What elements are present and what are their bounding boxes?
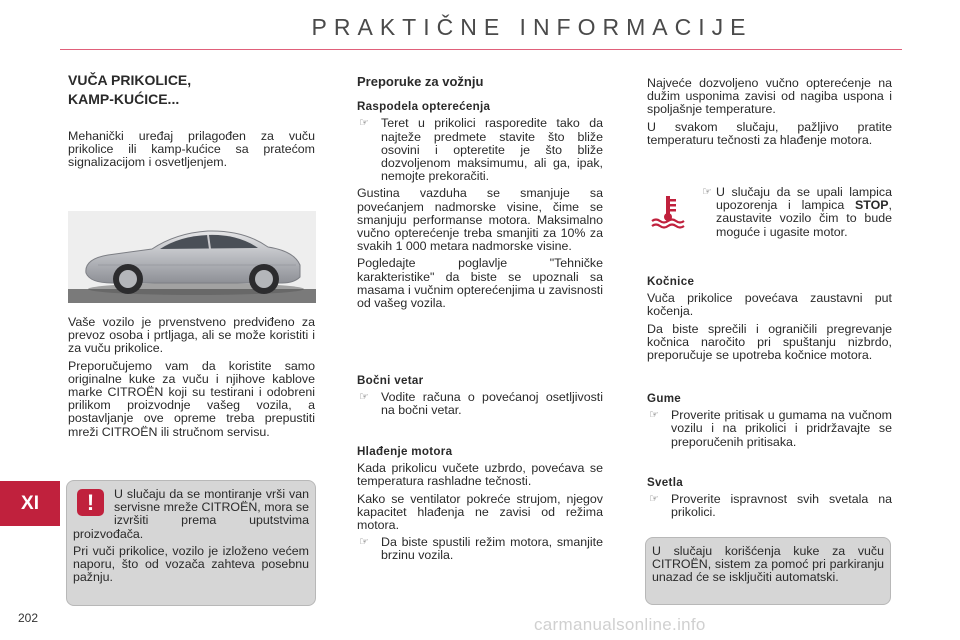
- pointing-hand-icon: ☞: [649, 493, 659, 506]
- paragraph: Kada prikolicu vučete uzbrdo, povećava se temperatura rashladne tečnosti.: [357, 461, 603, 489]
- watermark: carmanualsonline.info: [534, 615, 706, 634]
- title-divider: [60, 49, 902, 50]
- car-illustration: [68, 211, 316, 303]
- intro-paragraph: Mehanički uređaj prilagođen za vuču prikolice ili kamp-kućice sa pratećom signalizacijom i osvetljenjem.: [68, 129, 315, 170]
- paragraph: Najveće dozvoljeno vučno opterećenje na dužim usponima zavisi od nagiba uspona i spoljašnje temperature.: [647, 76, 892, 117]
- stop-label: STOP: [855, 198, 889, 213]
- subheading-tyres: Gume: [647, 392, 682, 405]
- pointing-hand-icon: ☞: [359, 391, 369, 404]
- cooling-section: [357, 445, 603, 567]
- pointing-hand-icon: ☞: [359, 536, 369, 549]
- warning-text: Pri vuči prikolice, vozilo je izloženo većem naporu, što od vozača zahteva posebnu pažnju.: [73, 543, 309, 585]
- bullet-text: Proverite ispravnost svih svetala na prikolici.: [671, 492, 892, 520]
- wind-section: [357, 374, 603, 422]
- subheading-load: Raspodela opterećenja: [357, 100, 491, 114]
- list-item: [357, 391, 603, 417]
- middle-column: [357, 75, 603, 314]
- paragraph: Vuča prikolice povećava zaustavni put kočenja.: [647, 291, 892, 319]
- info-box: [645, 537, 891, 605]
- subheading-cooling: Hlađenje motora: [357, 445, 453, 458]
- pointing-hand-icon: ☞: [649, 409, 659, 422]
- section-heading: Preporuke za vožnju: [357, 74, 484, 89]
- page-title: PRAKTIČNE INFORMACIJE: [311, 14, 753, 40]
- page-number: 202: [18, 611, 39, 625]
- paragraph: Da biste sprečili i ograničili pregrevanje kočnica naročito pri spuštanju nizbrdo, preporučuje se upotreba kočnice motora.: [647, 321, 892, 363]
- warning-text: U slučaju da se montiranje vrši van servisne mreže CITROËN, mora se izvršiti prema uputstvima proizvođača.: [73, 487, 309, 541]
- bullet-text: Da biste spustili režim motora, smanjite brzinu vozila.: [381, 535, 603, 563]
- tyres-section: [647, 392, 892, 453]
- paragraph: U svakom slučaju, pažljivo pratite temperaturu tečnosti za hlađenje motora.: [647, 119, 892, 147]
- paragraph: Preporučujemo vam da koristite samo originalne kuke za vuču i njihove kablove marke CITROËN koji su testirani i odobreni prilikom proizvodnje vašeg vozila, a postavljanje ove opreme treba prepustiti mreži CITROËN ili stručnom servisu.: [68, 358, 315, 439]
- bullet-text: Teret u prikolici rasporedite tako da najteže predmete stavite što bliže osovini i opteretite je što bliže dozvoljenom maksimumu, ali ga, ipak, nemojte prekoračiti.: [381, 116, 603, 184]
- brakes-section: [647, 275, 892, 366]
- left-body: [68, 316, 315, 443]
- list-item: [647, 493, 892, 519]
- subheading-lights: Svetla: [647, 476, 683, 489]
- lights-section: [647, 476, 892, 524]
- paragraph: Kako se ventilator pokreće strujom, njegov kapacitet hlađenja ne zavisi od režima motora.: [357, 491, 603, 533]
- info-text: U slučaju korišćenja kuke za vuču CITROËN, sistem za pomoć pri parkiranju unazad će se isključiti automatski.: [652, 544, 884, 585]
- pointing-hand-icon: ☞: [359, 117, 369, 130]
- warning-box: [66, 480, 316, 606]
- list-item: [357, 536, 603, 562]
- subheading-brakes: Kočnice: [647, 275, 695, 288]
- list-item: [702, 186, 892, 239]
- subheading-wind: Bočni vetar: [357, 374, 424, 387]
- section-heading-line2: KAMP-KUĆICE...: [68, 91, 180, 107]
- bullet-text: Proverite pritisak u gumama na vučnom vozilu i na prikolici i pridržavajte se preporučenih pritisaka.: [671, 408, 892, 449]
- left-heading: [68, 73, 315, 111]
- left-intro: [68, 130, 315, 174]
- section-heading-line1: VUČA PRIKOLICE,: [68, 72, 192, 88]
- bullet-text: U slučaju da se upali lampica upozorenja i lampica: [716, 185, 892, 213]
- paragraph: Vaše vozilo je prvenstveno predviđeno za prevoz osoba i prtljaga, ali se može koristiti i za vuču prikolice.: [68, 315, 315, 356]
- exclamation-icon: !: [77, 489, 104, 516]
- paragraph: Pogledajte poglavlje "Tehničke karakteristike" da biste se upoznali sa masama i vučnim opterećenjima u zavisnosti od vašeg vozila.: [357, 256, 603, 311]
- chapter-tab[interactable]: XI: [0, 481, 60, 526]
- list-item: [357, 117, 603, 183]
- car-icon: [68, 211, 316, 303]
- temperature-warning: [702, 186, 892, 243]
- bullet-text: Vodite računa o povećanoj osetljivosti na bočni vetar.: [381, 390, 603, 418]
- pointing-hand-icon: ☞: [702, 186, 712, 198]
- bullet-text: , zaustavite vozilo čim to bude moguće i ugasite motor.: [716, 198, 892, 239]
- right-intro: [647, 77, 892, 151]
- coolant-temperature-icon: [650, 193, 686, 229]
- paragraph: Gustina vazduha se smanjuje sa povećanjem nadmorske visine, čime se smanjuju performanse motora. Maksimalno vučno opterećenje treba smanjiti za 10% za svakih 1 000 metara nadmorske visine.: [357, 186, 603, 254]
- list-item: [647, 409, 892, 449]
